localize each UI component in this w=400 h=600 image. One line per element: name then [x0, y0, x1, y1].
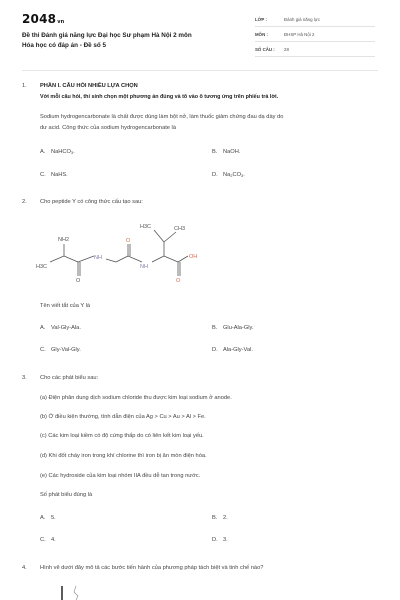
- meta-subject-value: ĐHSP Hà Nội 2: [284, 32, 315, 37]
- label-o-1: O: [76, 278, 81, 284]
- q1-option-a[interactable]: A. NaHCO$_3$.: [40, 149, 75, 155]
- q3-stem: Cho các phát biểu sau:: [40, 375, 99, 381]
- meta-count-key: SỐ CÂU :: [255, 47, 275, 52]
- section-number: 1.: [22, 83, 27, 89]
- label-nh-1: NH: [94, 255, 102, 261]
- label-o-2: O: [126, 238, 131, 244]
- q3-statement-c: (c) Các kim loại kiềm có độ cứng thấp do có liên kết kim loại yếu.: [40, 433, 204, 439]
- q1-stem-line-1: Sodium hydrogencarbonate là chất được dùng làm bột nở, làm thuốc giảm chứng đau dạ dày do: [40, 114, 284, 120]
- q2-option-b[interactable]: B. Glu-Ala-Gly.: [212, 325, 254, 331]
- q3-number: 3.: [22, 375, 27, 381]
- q3-question: Số phát biểu đúng là: [40, 492, 93, 498]
- q2-number: 2.: [22, 199, 27, 205]
- section-title: PHẦN I. CÂU HỎI NHIỀU LỰA CHỌN: [40, 83, 138, 89]
- label-nh-2: NH: [140, 264, 148, 270]
- q1-stem-line-2: dư acid. Công thức của sodium hydrogencarbonate là: [40, 125, 176, 131]
- meta-subject-key: MÔN :: [255, 32, 268, 37]
- q3-option-c[interactable]: C. 4.: [40, 537, 56, 543]
- q3-option-d[interactable]: D. 3.: [212, 537, 228, 543]
- label-h3c-top: H3C: [140, 224, 152, 230]
- meta-class: [255, 17, 320, 22]
- separation-apparatus-image: [56, 584, 86, 600]
- section-instruction: Với mỗi câu hỏi, thí sinh chọn một phương án đúng và tô vào ô tương ứng trên phiếu trả lời.: [40, 94, 279, 100]
- q3-statement-b: (b) Ở điều kiện thường, tính dẫn điện của Ag > Cu > Au > Al > Fe.: [40, 414, 206, 420]
- label-oh: OH: [189, 254, 198, 260]
- q1-option-d[interactable]: D. $Na_2CO_3$.: [212, 172, 245, 178]
- exam-title: [22, 31, 232, 51]
- peptide-structure-diagram: [30, 218, 220, 296]
- q2-stem: Cho peptide Y có công thức cấu tạo sau:: [40, 199, 143, 205]
- q1-option-c[interactable]: C. NaHS.: [40, 172, 68, 178]
- label-nh2: NH2: [58, 237, 70, 243]
- exam-title-line-2: Hóa học có đáp án - Đề số 5: [22, 42, 106, 49]
- q3-option-a[interactable]: A. 5.: [40, 515, 56, 521]
- header-divider: [22, 70, 378, 71]
- q4-stem: Hình vẽ dưới đây mô tả các bước tiến hành của phương pháp tách biệt và tinh chế nào?: [40, 565, 264, 571]
- site-logo[interactable]: 2048vn: [22, 12, 65, 26]
- q2-option-d[interactable]: D. Ala-Gly-Val.: [212, 347, 253, 353]
- q1-option-b[interactable]: B. NaOH.: [212, 149, 241, 155]
- meta-class-value: Đánh giá năng lực: [284, 17, 320, 22]
- exam-title-line-1: Đề thi Đánh giá năng lực Đại học Sư phạm Hà Nội 2 môn: [22, 32, 192, 39]
- meta-question-count: [255, 47, 289, 52]
- q3-statement-d: (d) Khi đốt cháy iron trong khí chlorine thì iron bị ăn mòn điện hóa.: [40, 453, 207, 459]
- page-header: [0, 0, 400, 64]
- q3-statement-a: (a) Điện phân dung dịch sodium chloride thu được kim loại sodium ở anode.: [40, 395, 232, 401]
- q2-option-c[interactable]: C. Gly-Val-Gly.: [40, 347, 81, 353]
- label-ch3: CH3: [174, 226, 186, 232]
- q4-number: 4.: [22, 565, 27, 571]
- meta-subject: [255, 32, 314, 37]
- meta-count-value: 28: [284, 47, 289, 52]
- q2-option-a[interactable]: A. Val-Gly-Ala.: [40, 325, 81, 331]
- meta-class-key: LỚP :: [255, 17, 267, 22]
- label-h3c-left: H3C: [36, 264, 48, 270]
- q3-option-b[interactable]: B. 2.: [212, 515, 228, 521]
- q2-question: Tên viết tắt của Y là: [40, 303, 91, 309]
- q3-statement-e: (e) Các hydroxide của kim loại nhóm IIA đều dễ tan trong nước.: [40, 473, 201, 479]
- label-o-3: O: [176, 278, 181, 284]
